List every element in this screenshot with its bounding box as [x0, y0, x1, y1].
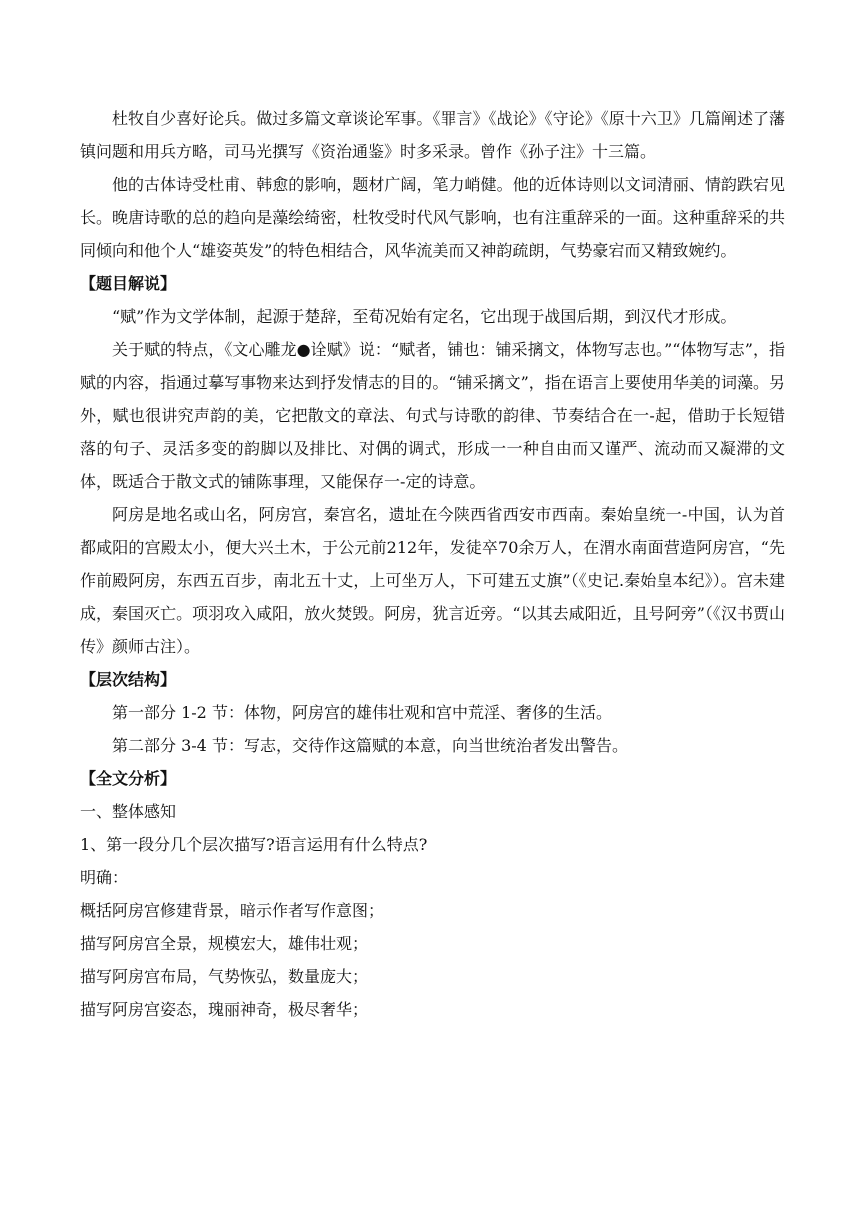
- analysis-line-3: 明确：: [80, 868, 129, 887]
- intro-paragraph-1: 杜牧自少喜好论兵。做过多篇文章谈论军事。《罪言》《战论》《守论》《原十六卫》几篇阐述了藩镇问题和用兵方略，司马光撰写《资治通鉴》时多采录。曾作《孙子注》十三篇。: [80, 109, 785, 161]
- section-heading-structure: 【层次结构】: [80, 670, 177, 689]
- section-heading-explain: 【题目解说】: [80, 274, 177, 293]
- structure-paragraph-1: 第一部分 1-2 节：体物，阿房宫的雄伟壮观和宫中荒淫、奢侈的生活。: [112, 703, 612, 722]
- analysis-line-5: 描写阿房宫全景，规模宏大，雄伟壮观；: [80, 934, 369, 953]
- analysis-line-2: 1、第一段分几个层次描写?语言运用有什么特点?: [80, 835, 428, 854]
- explain-paragraph-3: 阿房是地名或山名，阿房宫，秦宫名，遗址在今陕西省西安市西南。秦始皇统一-中国，认为首都咸阳的宫殿太小，便大兴土木，于公元前212年，发徒卒70余万人，在渭水南面营造阿房宫，“先作前殿阿房，东西五百步，南北五十丈，上可坐万人，下可建五丈旗”（《史记.秦始皇本纪》）。宫未建成，秦国灭亡。项羽攻入咸阳，放火焚毁。阿房，犹言近旁。“以其去咸阳近，且号阿旁”（《汉书贾山传》颜师古注）。: [80, 505, 785, 656]
- analysis-line-6: 描写阿房宫布局，气势恢弘，数量庞大；: [80, 967, 369, 986]
- explain-paragraph-2: 关于赋的特点，《文心雕龙●诠赋》说：“赋者，铺也：铺采摛文，体物写志也。”“体物写志”，指赋的内容，指通过摹写事物来达到抒发情志的目的。“铺采摛文”，指在语言上要使用华美的词藻。另外，赋也很讲究声韵的美，它把散文的章法、句式与诗歌的韵律、节奏结合在一-起，借助于长短错落的句子、灵活多变的韵脚以及排比、对偶的调式，形成一一种自由而又谨严、流动而又凝滞的文体，既适合于散文式的铺陈事理，又能保存一-定的诗意。: [80, 340, 785, 491]
- analysis-line-4: 概括阿房宫修建背景，暗示作者写作意图；: [80, 901, 385, 920]
- analysis-line-1: 一、整体感知: [80, 802, 177, 821]
- analysis-line-7: 描写阿房宫姿态，瑰丽神奇，极尽奢华；: [80, 1000, 369, 1019]
- section-heading-analysis: 【全文分析】: [80, 769, 177, 788]
- explain-paragraph-1: “赋”作为文学体制，起源于楚辞，至荀况始有定名，它出现于战国后期，到汉代才形成。: [112, 307, 737, 326]
- document-page: [80, 102, 785, 1026]
- structure-paragraph-2: 第二部分 3-4 节：写志，交待作这篇赋的本意，向当世统治者发出警告。: [112, 736, 628, 755]
- intro-paragraph-2: 他的古体诗受杜甫、韩愈的影响，题材广阔，笔力峭健。他的近体诗则以文词清丽、情韵跌宕见长。晚唐诗歌的总的趋向是藻绘绮密，杜牧受时代风气影响，也有注重辞采的一面。这种重辞采的共同倾向和他个人“雄姿英发”的特色相结合，风华流美而又神韵疏朗，气势豪宕而又精致婉约。: [80, 175, 785, 260]
